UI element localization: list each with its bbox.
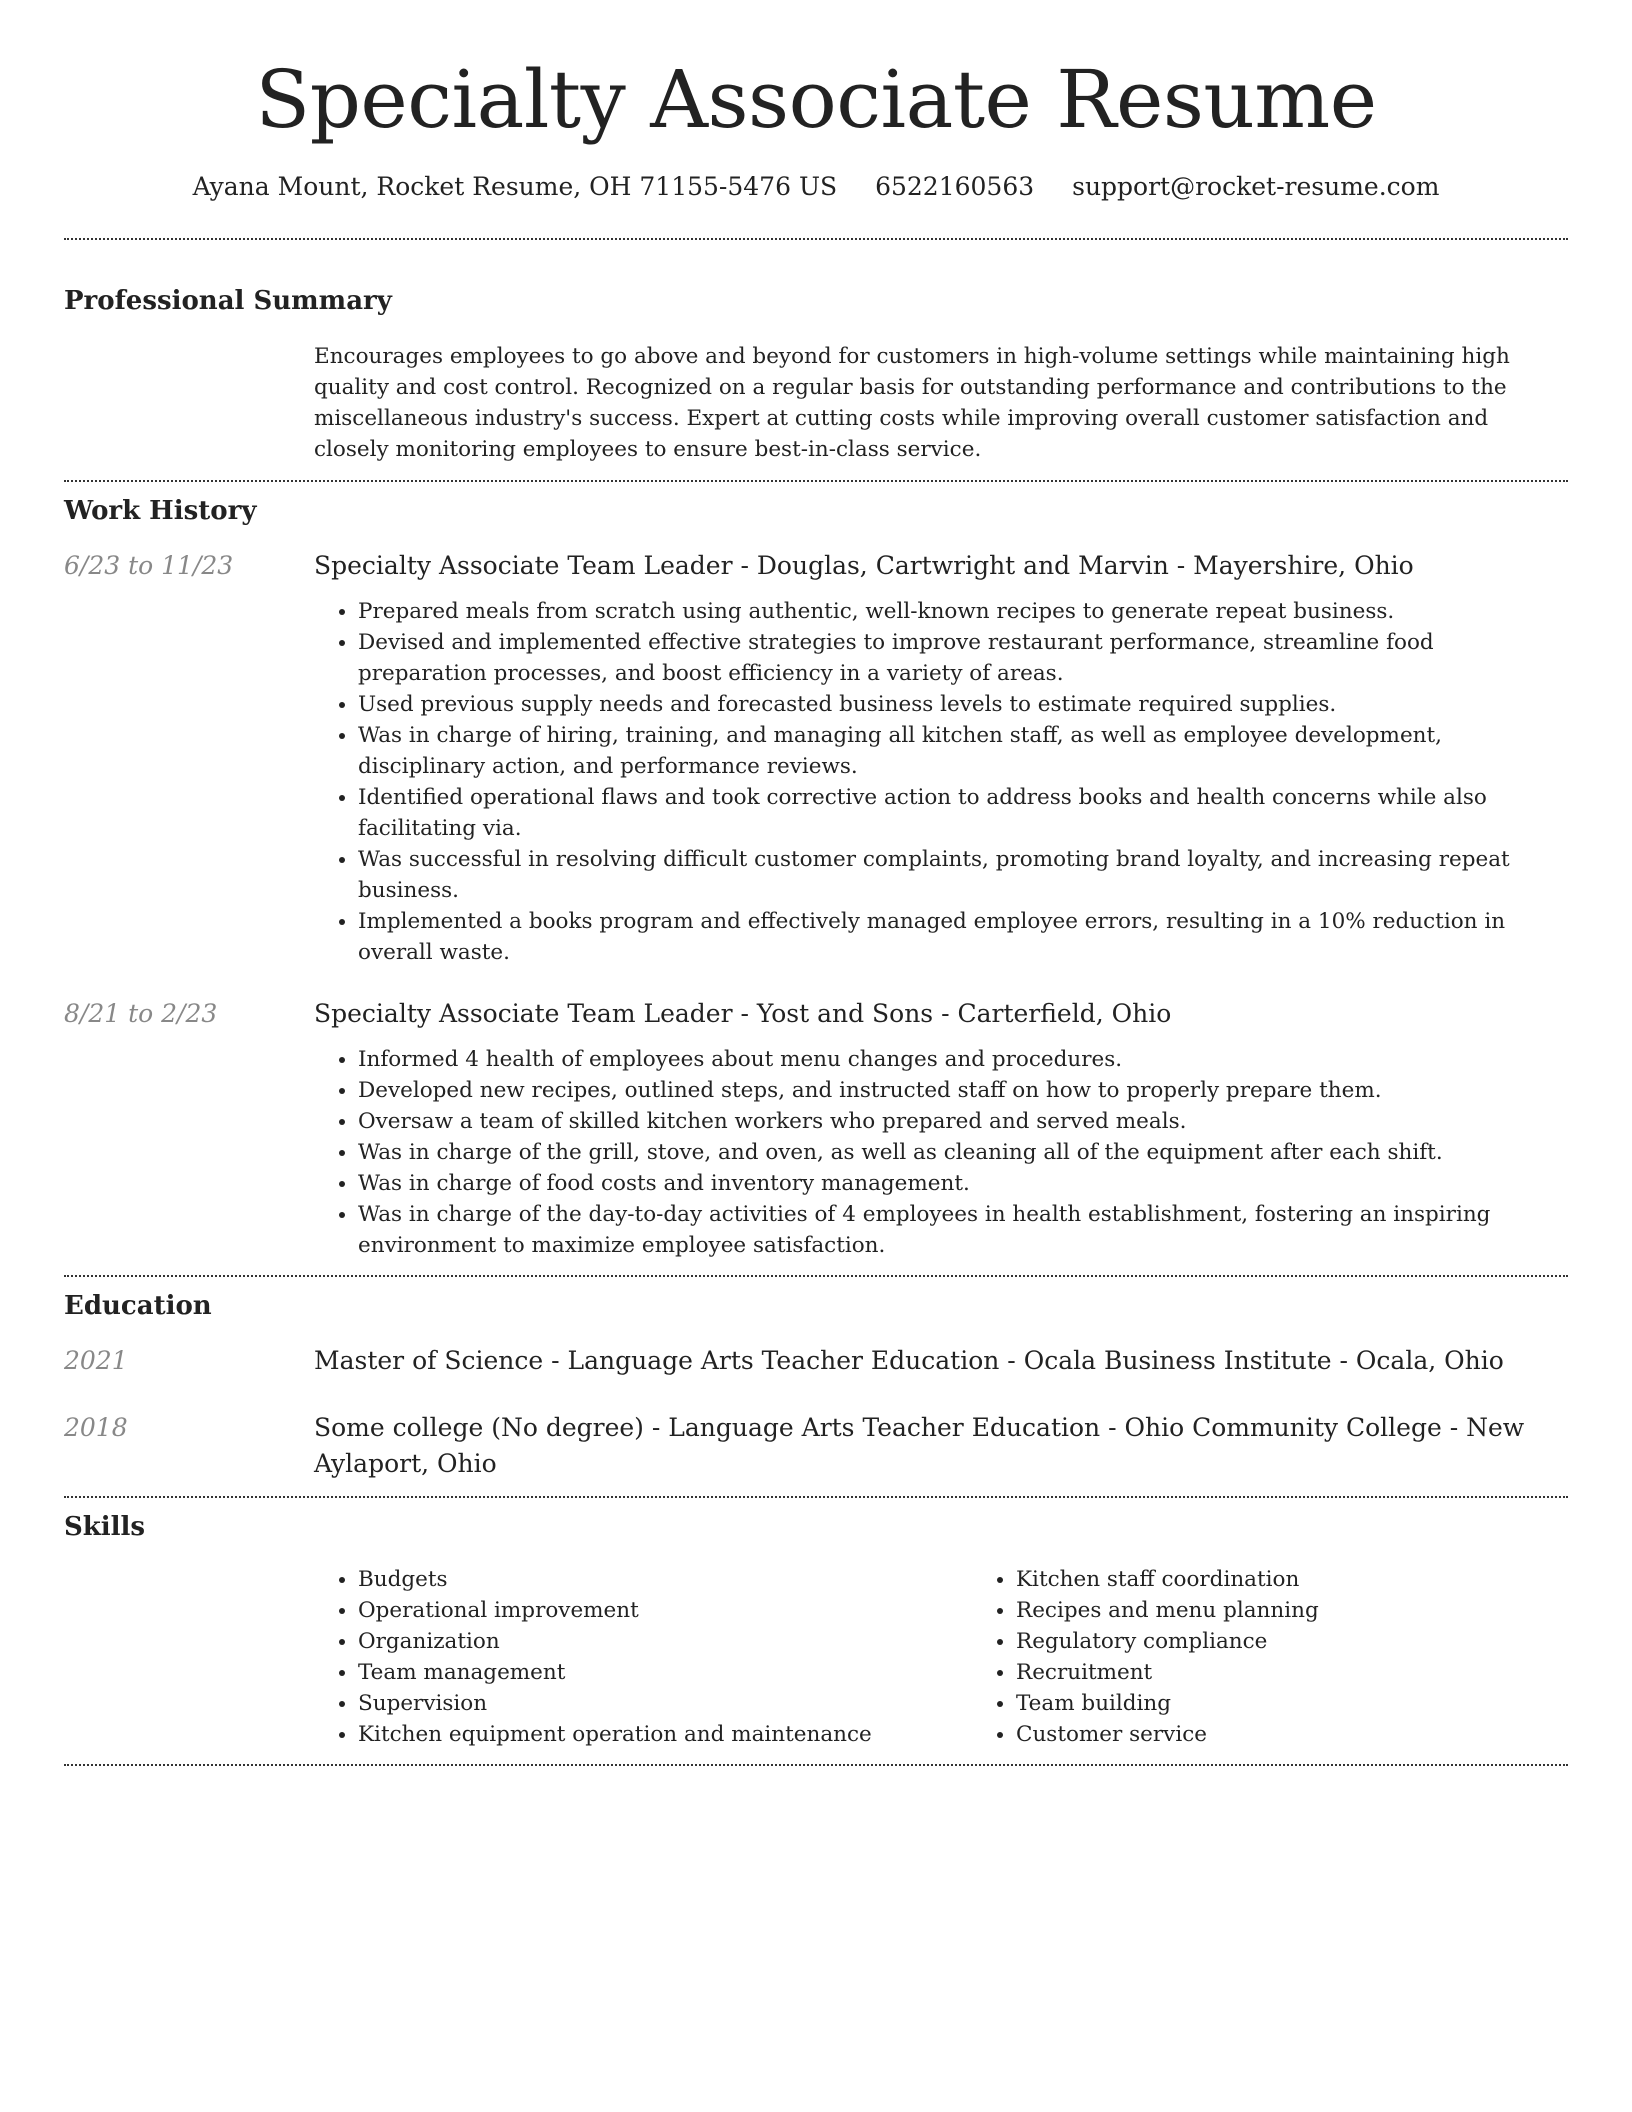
summary-section <box>64 284 1568 465</box>
job-dates: 8/21 to 2/23 <box>64 999 218 1028</box>
education-text: Some college (No degree) - Language Arts Teacher Education - Ohio Community College - New Aylaport, Ohio <box>314 1413 1525 1478</box>
list-item: • Oversaw a team of skilled kitchen workers who prepared and served meals. <box>358 1106 1568 1137</box>
divider <box>64 1275 1568 1277</box>
contact-email: support@rocket-resume.com <box>1072 172 1440 201</box>
list-item: • Customer service <box>1016 1719 1630 1750</box>
education-year: 2018 <box>64 1413 128 1442</box>
list-item: • Regulatory compliance <box>1016 1626 1630 1657</box>
list-item: • Implemented a books program and effectively managed employee errors, resulting in a 10% reduction in overall waste. <box>358 906 1568 968</box>
list-item: • Team building <box>1016 1688 1630 1719</box>
list-item: • Was in charge of the day-to-day activities of 4 employees in health establishment, fostering an inspiring environment to maximize employee satisfaction. <box>358 1199 1568 1261</box>
education-entry <box>64 1343 1568 1379</box>
list-item: • Supervision <box>358 1688 972 1719</box>
contact-phone: 6522160563 <box>875 172 1035 201</box>
divider <box>64 1496 1568 1498</box>
list-item: • Identified operational flaws and took corrective action to address books and health concerns while also facilitating via. <box>358 782 1568 844</box>
list-item: • Used previous supply needs and forecasted business levels to estimate required supplies. <box>358 689 1568 720</box>
skills-column-right <box>972 1564 1630 1750</box>
list-item: • Devised and implemented effective strategies to improve restaurant performance, streamline food preparation processes, and boost efficiency in a variety of areas. <box>358 627 1568 689</box>
summary-text: Encourages employees to go above and beyond for customers in high-volume settings while maintaining high quality and cost control. Recognized on a regular basis for outstanding performance and contributions to the miscellaneous industry's success. Expert at cutting costs while improving overall customer satisfaction and closely monitoring employees to ensure best-in-class service. <box>314 344 1510 462</box>
skills-heading: Skills <box>64 1512 146 1542</box>
list-item: • Was in charge of hiring, training, and managing all kitchen staff, as well as employee development, disciplinary action, and performance reviews. <box>358 720 1568 782</box>
work-history-section <box>64 494 1568 1261</box>
resume-page <box>64 0 1568 1766</box>
contact-address: Ayana Mount, Rocket Resume, OH 71155-5476 US <box>192 172 838 201</box>
skills-column-left <box>314 1564 972 1750</box>
education-text: Master of Science - Language Arts Teacher Education - Ocala Business Institute - Ocala, Ohio <box>314 1346 1504 1375</box>
list-item: • Informed 4 health of employees about menu changes and procedures. <box>358 1044 1568 1075</box>
list-item: • Kitchen staff coordination <box>1016 1564 1630 1595</box>
list-item: • Kitchen equipment operation and maintenance <box>358 1719 972 1750</box>
job-entry <box>64 548 1568 968</box>
list-item: • Recipes and menu planning <box>1016 1595 1630 1626</box>
summary-heading: Professional Summary <box>64 286 392 316</box>
education-entry <box>64 1410 1568 1482</box>
job-bullets <box>314 1044 1568 1261</box>
list-item: • Prepared meals from scratch using authentic, well-known recipes to generate repeat business. <box>358 596 1568 627</box>
divider <box>64 1764 1568 1766</box>
job-dates: 6/23 to 11/23 <box>64 551 234 580</box>
list-item: • Was in charge of food costs and inventory management. <box>358 1168 1568 1199</box>
skills-section <box>64 1510 1568 1750</box>
list-item: • Operational improvement <box>358 1595 972 1626</box>
list-item: • Team management <box>358 1657 972 1688</box>
job-title: Specialty Associate Team Leader - Douglas, Cartwright and Marvin - Mayershire, Ohio <box>314 551 1414 580</box>
education-year: 2021 <box>64 1346 128 1375</box>
resume-title: Specialty Associate Resume <box>255 53 1377 146</box>
education-section <box>64 1289 1568 1482</box>
skills-list <box>314 1564 1630 1750</box>
divider <box>64 480 1568 482</box>
job-bullets <box>314 596 1568 968</box>
list-item: • Organization <box>358 1626 972 1657</box>
work-history-heading: Work History <box>64 496 257 526</box>
list-item: • Was in charge of the grill, stove, and oven, as well as cleaning all of the equipment after each shift. <box>358 1137 1568 1168</box>
education-heading: Education <box>64 1291 212 1321</box>
list-item: • Developed new recipes, outlined steps, and instructed staff on how to properly prepare them. <box>358 1075 1568 1106</box>
list-item: • Was successful in resolving difficult customer complaints, promoting brand loyalty, and increasing repeat business. <box>358 844 1568 906</box>
contact-line <box>64 170 1568 204</box>
divider <box>64 238 1568 240</box>
job-entry <box>64 996 1568 1261</box>
list-item: • Recruitment <box>1016 1657 1630 1688</box>
job-title: Specialty Associate Team Leader - Yost and Sons - Carterfield, Ohio <box>314 999 1172 1028</box>
list-item: • Budgets <box>358 1564 972 1595</box>
